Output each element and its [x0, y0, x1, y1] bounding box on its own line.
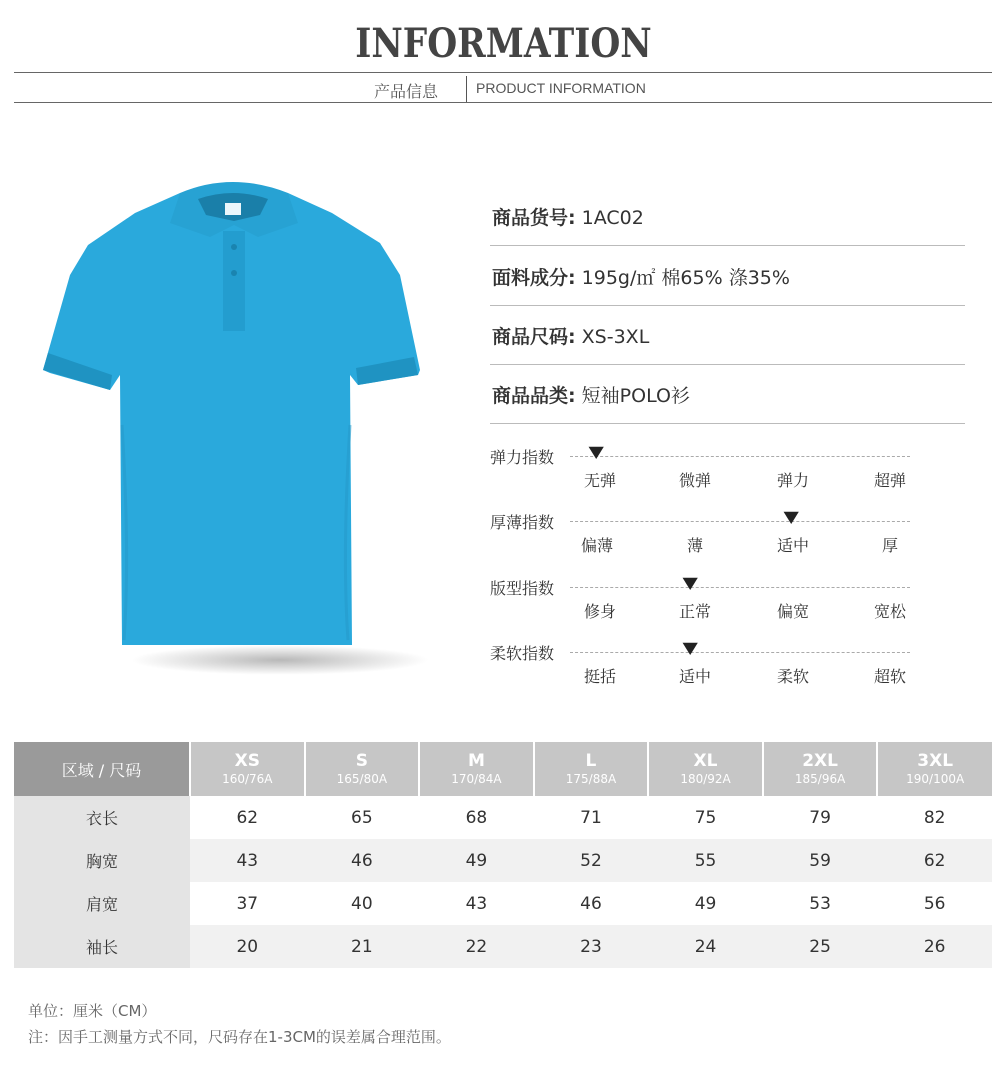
- index-marker-icon: ▼: [588, 442, 604, 461]
- divider: [490, 245, 965, 246]
- index-option: 适中: [776, 536, 809, 555]
- table-cell: 62: [877, 839, 992, 882]
- table-cell: 59: [763, 839, 878, 882]
- unit-note: 单位：厘米（CM）: [28, 1002, 157, 1020]
- index-fit: [490, 573, 910, 636]
- table-cell: 25: [763, 925, 878, 968]
- header-bottom-rule: [14, 102, 992, 103]
- index-elasticity: [490, 442, 910, 505]
- product-shadow: [130, 645, 430, 675]
- row-label: 袖长: [14, 925, 190, 968]
- table-cell: 65: [305, 796, 420, 839]
- index-option: 偏宽: [776, 602, 809, 621]
- table-row: [14, 796, 992, 839]
- index-option: 无弹: [583, 471, 616, 490]
- index-name: 柔软指数: [490, 644, 555, 663]
- table-cell: 56: [877, 882, 992, 925]
- info-row-category: [490, 381, 965, 441]
- index-track: [570, 587, 910, 588]
- index-marker-icon: ▼: [783, 507, 799, 526]
- size-header-cell: 2XL 185/96A: [763, 742, 878, 796]
- table-row: [14, 839, 992, 882]
- size-table: [14, 742, 992, 968]
- size-header-cell: S 165/80A: [305, 742, 420, 796]
- info-value: 1AC02: [581, 207, 644, 229]
- table-cell: 24: [648, 925, 763, 968]
- subtitle-divider: [466, 76, 467, 102]
- index-name: 厚薄指数: [490, 513, 555, 532]
- table-cell: 40: [305, 882, 420, 925]
- index-option: 超软: [873, 667, 906, 686]
- info-value: 短袖POLO衫: [581, 385, 690, 407]
- index-name: 版型指数: [490, 579, 555, 598]
- info-value: 195g/㎡ 棉65% 涤35%: [581, 267, 790, 289]
- index-option: 宽松: [873, 602, 906, 621]
- info-row-size: [490, 322, 965, 382]
- table-cell: 62: [190, 796, 305, 839]
- row-label: 肩宽: [14, 882, 190, 925]
- divider: [490, 305, 965, 306]
- table-cell: 49: [419, 839, 534, 882]
- table-cell: 46: [534, 882, 649, 925]
- info-value: XS-3XL: [581, 326, 650, 348]
- table-cell: 52: [534, 839, 649, 882]
- info-row-fabric: [490, 263, 965, 323]
- index-option: 正常: [678, 602, 711, 621]
- index-option: 挺括: [583, 667, 616, 686]
- subtitle-en: PRODUCT INFORMATION: [476, 80, 646, 96]
- table-cell: 20: [190, 925, 305, 968]
- measurement-note: 注：因手工测量方式不同，尺码存在1-3CM的误差属合理范围。: [28, 1028, 451, 1046]
- index-option: 修身: [583, 602, 616, 621]
- index-option: 柔软: [776, 667, 809, 686]
- index-track: [570, 456, 910, 457]
- table-cell: 22: [419, 925, 534, 968]
- table-cell: 75: [648, 796, 763, 839]
- size-table-corner: 区域 / 尺码: [14, 742, 190, 796]
- index-option: 偏薄: [580, 536, 613, 555]
- table-cell: 26: [877, 925, 992, 968]
- index-marker-icon: ▼: [682, 573, 698, 592]
- table-cell: 68: [419, 796, 534, 839]
- header-top-rule: [14, 72, 992, 73]
- index-name: 弹力指数: [490, 448, 555, 467]
- index-option: 薄: [686, 536, 703, 555]
- size-header-cell: XL 180/92A: [648, 742, 763, 796]
- size-table-header: [14, 742, 992, 796]
- index-option: 超弹: [873, 471, 906, 490]
- table-cell: 23: [534, 925, 649, 968]
- divider: [490, 423, 965, 424]
- info-label: 商品品类:: [492, 385, 576, 407]
- table-cell: 55: [648, 839, 763, 882]
- table-cell: 49: [648, 882, 763, 925]
- divider: [490, 364, 965, 365]
- table-cell: 82: [877, 796, 992, 839]
- index-option: 弹力: [776, 471, 809, 490]
- info-label: 面料成分:: [492, 267, 576, 289]
- index-marker-icon: ▼: [682, 638, 698, 657]
- table-cell: 79: [763, 796, 878, 839]
- info-label: 商品尺码:: [492, 326, 576, 348]
- index-track: [570, 652, 910, 653]
- index-option: 适中: [678, 667, 711, 686]
- subtitle-zh: 产品信息: [374, 82, 439, 101]
- table-row: [14, 882, 992, 925]
- info-row-sku: [490, 203, 965, 263]
- page-title: INFORMATION: [355, 20, 652, 67]
- index-option: 厚: [881, 536, 898, 555]
- table-row: [14, 925, 992, 968]
- product-image: [40, 175, 425, 695]
- table-cell: 43: [190, 839, 305, 882]
- table-cell: 53: [763, 882, 878, 925]
- size-header-cell: XS 160/76A: [190, 742, 305, 796]
- polo-shirt-illustration: [40, 175, 425, 655]
- table-cell: 43: [419, 882, 534, 925]
- size-header-cell: L 175/88A: [534, 742, 649, 796]
- index-option: 微弹: [678, 471, 711, 490]
- table-cell: 21: [305, 925, 420, 968]
- index-thickness: [490, 507, 910, 570]
- table-cell: 37: [190, 882, 305, 925]
- info-label: 商品货号:: [492, 207, 576, 229]
- size-header-cell: M 170/84A: [419, 742, 534, 796]
- size-header-cell: 3XL 190/100A: [877, 742, 992, 796]
- index-softness: [490, 638, 910, 701]
- table-cell: 71: [534, 796, 649, 839]
- row-label: 衣长: [14, 796, 190, 839]
- row-label: 胸宽: [14, 839, 190, 882]
- index-track: [570, 521, 910, 522]
- table-cell: 46: [305, 839, 420, 882]
